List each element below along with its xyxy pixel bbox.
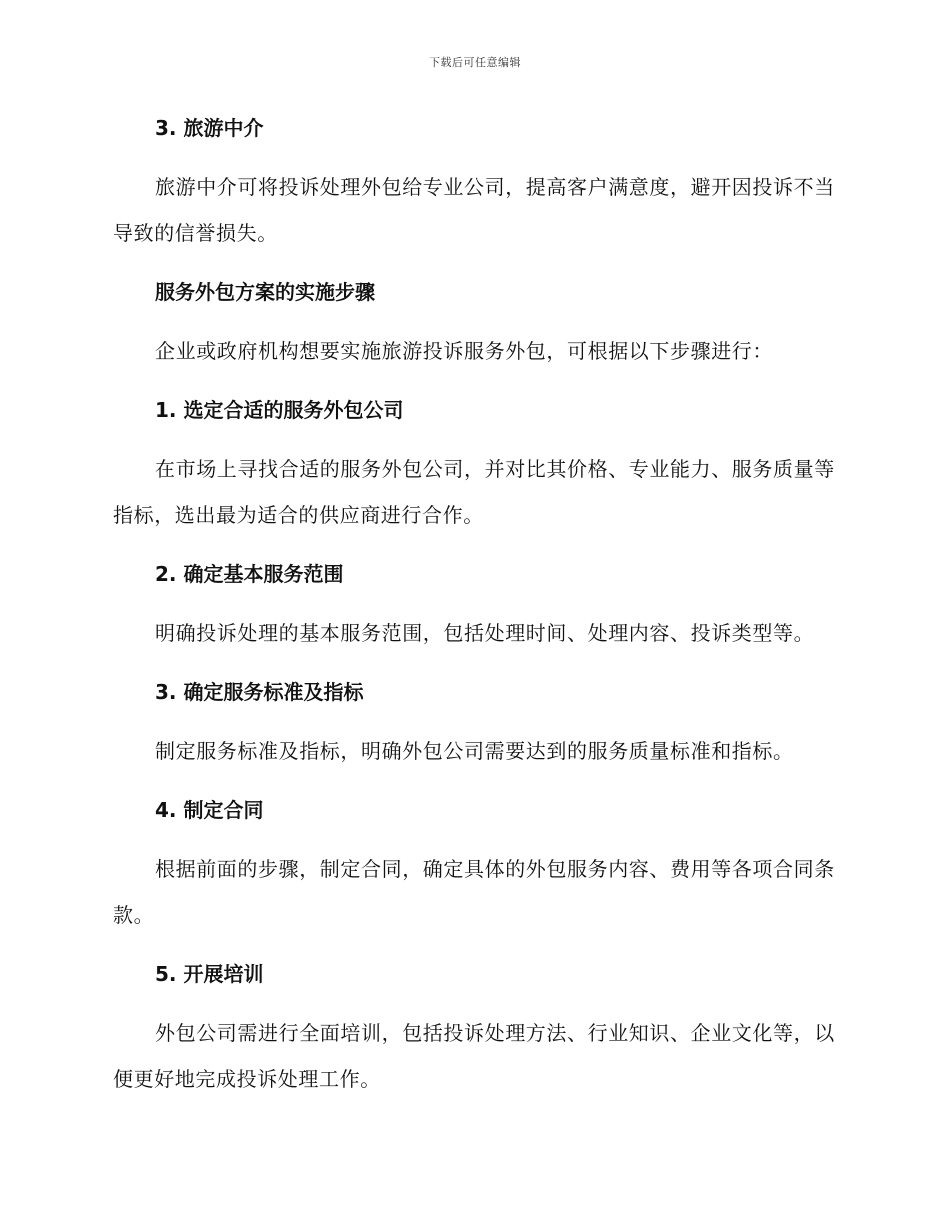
section-heading-implementation-steps: 服务外包方案的实施步骤 <box>155 280 375 304</box>
step-paragraph-3: 制定服务标准及指标，明确外包公司需要达到的服务质量标准和指标。 <box>155 739 794 763</box>
paragraph-travel-agency: 旅游中介可将投诉处理外包给专业公司，提高客户满意度，避开因投诉不当导致的信誉损失。 <box>113 175 835 245</box>
step-heading-3: 3. 确定服务标准及指标 <box>155 680 364 704</box>
document-body <box>113 110 838 1102</box>
step-paragraph-1: 在市场上寻找合适的服务外包公司，并对比其价格、专业能力、服务质量等指标，选出最为适合的供应商进行合作。 <box>113 457 835 527</box>
section-heading-travel-agency: 3. 旅游中介 <box>155 116 264 140</box>
step-paragraph-2: 明确投诉处理的基本服务范围，包括处理时间、处理内容、投诉类型等。 <box>155 621 815 645</box>
paragraph-implementation-intro: 企业或政府机构想要实施旅游投诉服务外包，可根据以下步骤进行： <box>155 339 773 363</box>
step-heading-2: 2. 确定基本服务范围 <box>155 562 344 586</box>
page-header: 下载后可任意编辑 <box>429 56 521 69</box>
step-heading-1: 1. 选定合适的服务外包公司 <box>155 398 404 422</box>
step-heading-5: 5. 开展培训 <box>155 962 264 986</box>
step-paragraph-4: 根据前面的步骤，制定合同，确定具体的外包服务内容、费用等各项合同条款。 <box>113 857 835 927</box>
step-heading-4: 4. 制定合同 <box>155 798 264 822</box>
step-paragraph-5: 外包公司需进行全面培训，包括投诉处理方法、行业知识、企业文化等，以便更好地完成投诉处理工作。 <box>113 1021 835 1091</box>
